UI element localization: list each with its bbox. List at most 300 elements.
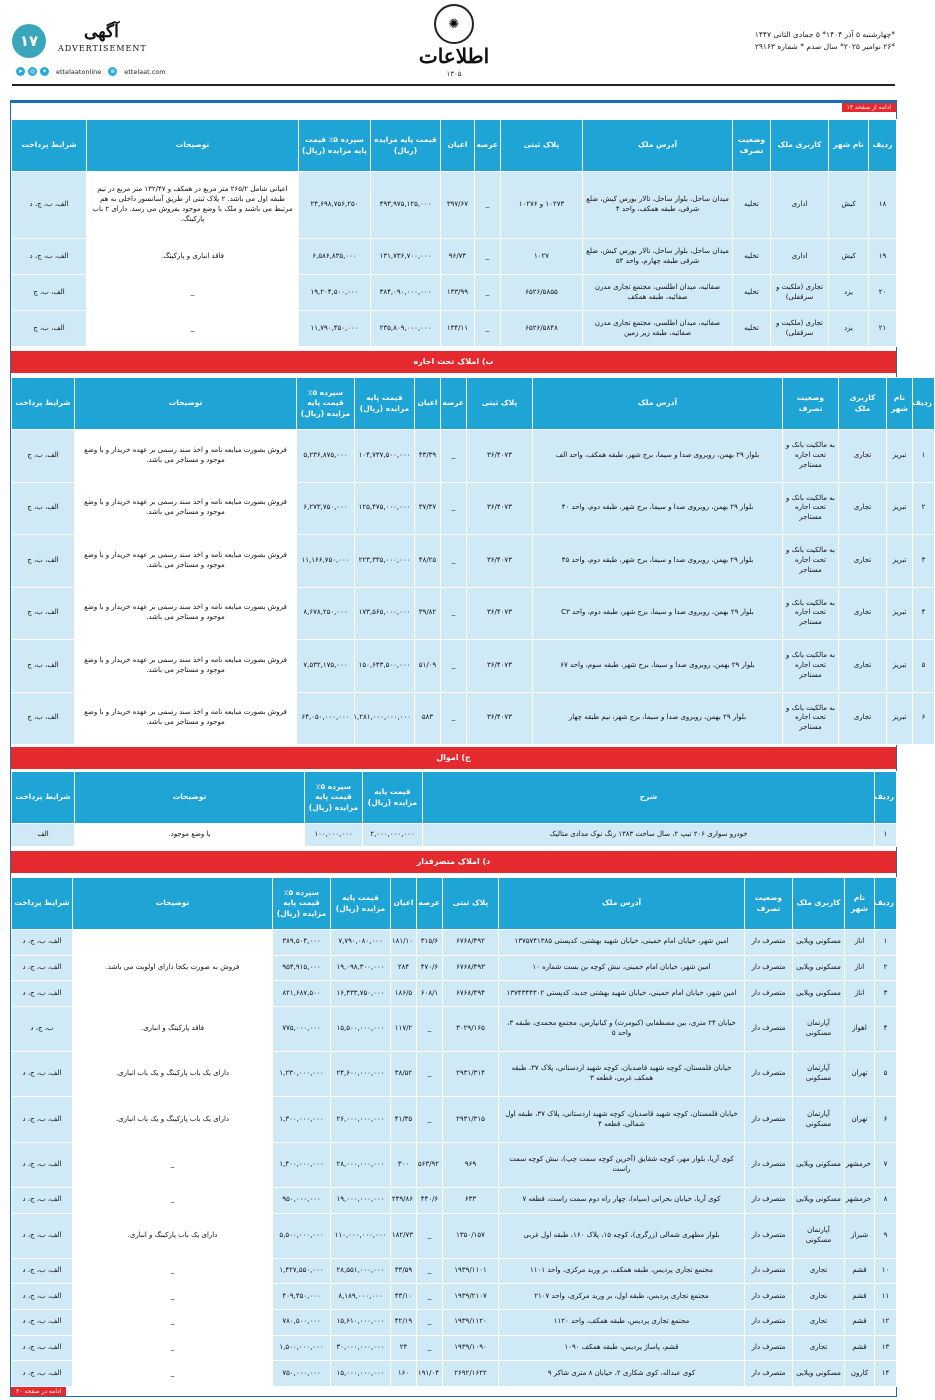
column-header: عرصه bbox=[441, 378, 467, 430]
table-cell: ۷,۵۳۲,۱۷۵,۰۰۰ bbox=[297, 640, 355, 693]
table-cell: ۲ bbox=[913, 482, 935, 535]
table-cell: ۱۹۱/۰۴ bbox=[417, 1361, 443, 1387]
table-cell: صفائیه، میدان اطلسی، مجتمع تجاری مدرن صفائیه، طبقه همکف bbox=[583, 275, 733, 311]
table-cell: ۱ bbox=[875, 930, 897, 956]
table-cell: ۲۲۳,۳۳۵,۰۰۰,۰۰۰ bbox=[355, 535, 415, 588]
newspaper-name: اطلاعات bbox=[418, 44, 490, 68]
table-cell: تخلیه bbox=[733, 172, 771, 239]
table-cell: ۴۳/۱۰ bbox=[391, 1284, 417, 1310]
column-header: کاربری ملک bbox=[839, 378, 887, 430]
column-header: شرایط پرداخت bbox=[12, 772, 75, 824]
table-row bbox=[12, 824, 897, 847]
table-cell: ۳۹/۸۲ bbox=[415, 587, 441, 640]
column-header: پلاک ثبتی bbox=[443, 878, 499, 930]
table-cell: ۹۶۹ bbox=[443, 1142, 499, 1187]
table-cell: _ bbox=[417, 1006, 443, 1051]
table-cell: الف، ب، ج، د bbox=[12, 1187, 73, 1213]
table-cell: _ bbox=[417, 1213, 443, 1258]
table-cell: آپارتمان مسکونی bbox=[793, 1097, 845, 1142]
table-cell: تجاری bbox=[839, 482, 887, 535]
column-header: کاربری ملک bbox=[771, 120, 829, 172]
table-cell: اداری bbox=[771, 239, 829, 275]
table-cell: ۱۰۰,۰۰۰,۰۰۰ bbox=[305, 824, 363, 847]
table-cell: تجاری bbox=[793, 1335, 845, 1361]
table-cell: _ bbox=[417, 1335, 443, 1361]
table-cell: امین شهر، خیابان امام خمینی، نبش کوچه بن بست شماره ۱۰ bbox=[499, 955, 745, 981]
social-links bbox=[16, 67, 170, 76]
table-cell: میدان ساحل، بلوار ساحل، تالار بورس کیش، ضلع شرقی، طبقه همکف، واحد ۴ bbox=[583, 172, 733, 239]
table-cell: کوی آریا، خیابان بحرانی (سپاه)، چهار راه دوم سمت راست، قطعه ۷ bbox=[499, 1187, 745, 1213]
table-cell: تجاری bbox=[839, 640, 887, 693]
column-header: پلاک ثبتی bbox=[501, 120, 583, 172]
table-cell: ۱,۴۰۰,۰۰۰,۰۰۰ bbox=[273, 1142, 331, 1187]
table-cell: ۲۴ bbox=[391, 1335, 417, 1361]
table-cell: ۱۸ bbox=[869, 172, 897, 239]
table-cell: الف، ب، ج، د bbox=[12, 930, 73, 956]
column-header: آدرس ملک bbox=[533, 378, 783, 430]
table-cell: تجاری (ملکیت و سرقفلی) bbox=[771, 311, 829, 347]
table-cell: فروش بصورت مبایعه نامه و اخذ سند رسمی بر عهده خریدار و با وضع موجود و مستاجر می باشد. bbox=[75, 482, 297, 535]
column-header: ردیف bbox=[869, 120, 897, 172]
table-cell: ۱۰۲۷ bbox=[501, 239, 583, 275]
table-cell: خیابان قلمستان، کوچه شهید قاصدیان، کوچه شهید اردستانی، پلاک ۳۷، طبقه همکف غربی، قطعه ۳ bbox=[499, 1052, 745, 1097]
table-cell: مسکونی ویلایی bbox=[793, 955, 845, 981]
table-cell: ۶۷۶۸/۴۹۲ bbox=[443, 930, 499, 956]
column-header: سپرده ۵٪ قیمت پایه مزایده (ریال) bbox=[305, 772, 363, 824]
table-cell: ۲۶۹۲/۱۶۲۲ bbox=[443, 1361, 499, 1387]
table-row bbox=[12, 1213, 897, 1258]
table-cell: ۳۳/۵۹ bbox=[391, 1258, 417, 1284]
table-cell: ۲۱ bbox=[869, 311, 897, 347]
table-cell: الف، ب، ج bbox=[12, 535, 75, 588]
table-cell: فروش بصورت مبایعه نامه و اخذ سند رسمی بر عهده خریدار و با وضع موجود و مستاجر می باشد. bbox=[75, 587, 297, 640]
table-cell: ۲۸۴ bbox=[391, 955, 417, 981]
table-cell: ۸ bbox=[875, 1187, 897, 1213]
table-cell: ۲۹۳۱/۳۱۴ bbox=[443, 1052, 499, 1097]
table-cell: فروش بصورت مبایعه نامه و اخذ سند رسمی بر عهده خریدار و با وضع موجود و مستاجر می باشد. bbox=[75, 640, 297, 693]
table-cell: ۱۱ bbox=[875, 1284, 897, 1310]
table-cell: تبریز bbox=[887, 587, 913, 640]
table-cell: ۴۸/۲۵ bbox=[415, 535, 441, 588]
table-cell: مجتمع تجاری پردیس، طبقه اول، بر ورید مرکزی، واحد ۲۱۰۷ bbox=[499, 1284, 745, 1310]
table-cell: الف، ب، ج، د bbox=[12, 981, 73, 1007]
table-cell: ۱,۳۰۰,۰۰۰,۰۰۰ bbox=[273, 1097, 331, 1142]
table-cell: ۳۶/۴۰۷۳ bbox=[467, 535, 533, 588]
table-cell: _ bbox=[73, 1361, 273, 1387]
telegram-icon[interactable]: ➤ bbox=[17, 68, 24, 75]
table-cell: به مالکیت بانک و تحت اجاره مستاجر bbox=[783, 535, 839, 588]
table-cell: امین شهر، خیابان امام خمینی، خیابان شهید بهشتی جدید، کدپستی ۱۳۷۴۳۴۴۳۰۲ bbox=[499, 981, 745, 1007]
table-cell: ۱۹۳۹/۱۱۲۰ bbox=[443, 1310, 499, 1336]
section-c-title: ج) اموال bbox=[11, 747, 896, 769]
table-cell: تجاری bbox=[839, 587, 887, 640]
table-cell: ۶۷۶۸/۴۹۴ bbox=[443, 981, 499, 1007]
column-header: قیمت پایه مزایده (ریال) bbox=[355, 378, 415, 430]
table-cell: خودرو سواری ۲۰۶ تیپ ۲، سال ساخت ۱۳۸۳ رنگ نوک مدادی متالیک bbox=[423, 824, 875, 847]
table-cell: الف، ب، ج، د bbox=[12, 239, 87, 275]
website-link[interactable]: ettelaat.com bbox=[124, 67, 166, 76]
column-header: شرایط پرداخت bbox=[12, 120, 87, 172]
table-cell: متصرف دار bbox=[745, 1284, 793, 1310]
table-cell: با وضع موجود. bbox=[75, 824, 305, 847]
table-cell: قشم bbox=[845, 1335, 875, 1361]
column-header: ردیف bbox=[875, 772, 897, 824]
table-cell: ۱,۲۳۰,۰۰۰,۰۰۰ bbox=[273, 1052, 331, 1097]
column-header: نام شهر bbox=[829, 120, 869, 172]
table-cell: ۱۰ bbox=[875, 1258, 897, 1284]
table-cell: اناز bbox=[845, 930, 875, 956]
instagram-icon[interactable]: ◎ bbox=[29, 68, 36, 75]
founding-year: ۱۳۰۵ bbox=[446, 70, 462, 78]
table-c bbox=[11, 771, 897, 847]
table-cell: ۱۱,۱۶۶,۷۵۰,۰۰۰ bbox=[297, 535, 355, 588]
table-cell: بلوار ۲۹ بهمن، روبروی صدا و سیما، برج شهر، طبقه دوم، واحد ۴۵ bbox=[533, 535, 783, 588]
table-cell: شیراز bbox=[845, 1213, 875, 1258]
table-cell: آپارتمان مسکونی bbox=[793, 1052, 845, 1097]
table-cell: ۱۱۷/۲ bbox=[391, 1006, 417, 1051]
table-cell: الف، ب، ج bbox=[12, 482, 75, 535]
column-header: سپرده ۵٪ قیمت پایه مزایده (ریال) bbox=[273, 878, 331, 930]
table-cell: ۱۲ bbox=[875, 1310, 897, 1336]
table-cell: متصرف دار bbox=[745, 955, 793, 981]
table-cell: فروش بصورت مبایعه نامه و اخذ سند رسمی بر عهده خریدار و با وضع موجود و مستاجر می باشد. bbox=[75, 535, 297, 588]
column-header: سپرده ۵٪ قیمت پایه مزایده (ریال) bbox=[297, 378, 355, 430]
table-cell: ۵ bbox=[875, 1052, 897, 1097]
table-cell: ۹۵۴,۹۱۵,۰۰۰ bbox=[273, 955, 331, 981]
table-cell: ۱۱,۷۹۰,۴۵۰,۰۰۰ bbox=[299, 311, 371, 347]
table-cell: ۳۸۹,۵۰۴,۰۰۰ bbox=[273, 930, 331, 956]
table-cell: تجاری bbox=[839, 535, 887, 588]
table-cell: دارای یک باب پارکینگ و یک باب انباری. bbox=[73, 1097, 273, 1142]
table-cell: تجاری bbox=[839, 692, 887, 745]
table-cell: الف، ب، ج bbox=[12, 430, 75, 483]
table-row bbox=[12, 1187, 897, 1213]
table-cell: ۷۷۵,۰۰۰,۰۰۰ bbox=[273, 1006, 331, 1051]
table-cell: ۳ bbox=[913, 535, 935, 588]
table-cell: _ bbox=[73, 1284, 273, 1310]
column-header: توضیحات bbox=[73, 878, 273, 930]
column-header: توضیحات bbox=[87, 120, 299, 172]
table-cell: ۱۸۱/۱۰ bbox=[391, 930, 417, 956]
table-cell: ۱۸۶/۵ bbox=[391, 981, 417, 1007]
table-cell: متصرف دار bbox=[745, 1213, 793, 1258]
table-row bbox=[12, 535, 935, 588]
newspaper-logo bbox=[404, 4, 504, 80]
table-cell: ۴۲/۱۹ bbox=[391, 1310, 417, 1336]
table-cell: ۹۶/۷۴ bbox=[441, 239, 475, 275]
table-row bbox=[12, 1142, 897, 1187]
table-cell: ۱۹۳۹/۱۱۰۱ bbox=[443, 1258, 499, 1284]
table-cell: یزد bbox=[829, 311, 869, 347]
table-cell: مسکونی ویلایی bbox=[793, 1361, 845, 1387]
table-cell: الف، ب، ج، د bbox=[12, 172, 87, 239]
table-cell: فاقد انباری و پارکینگ. bbox=[87, 239, 299, 275]
table-cell: بلوار ۲۹ بهمن، روبروی صدا و سیما، برج شهر، طبقه دوم، واحد C۳ bbox=[533, 587, 783, 640]
auction-notice bbox=[10, 100, 932, 1397]
table-cell: ۱۳ bbox=[875, 1335, 897, 1361]
table-cell: ۴ bbox=[875, 1006, 897, 1051]
table-cell: ۸,۶۷۸,۲۵۰,۰۰۰ bbox=[297, 587, 355, 640]
table-cell: ۱۹,۰۰۰,۰۰۰,۰۰۰ bbox=[331, 1187, 391, 1213]
table-cell: الف، ب، ج bbox=[12, 587, 75, 640]
table-cell: ۳۷/۳۷ bbox=[415, 482, 441, 535]
table-cell: ۴۴۰/۶ bbox=[417, 1187, 443, 1213]
table-cell: بلوار ۲۹ بهمن، روبروی صدا و سیما، برج شهر، طبقه سوم، واحد ۶۷ bbox=[533, 640, 783, 693]
table-cell: _ bbox=[73, 1142, 273, 1187]
table-cell: ۷,۷۹۰,۰۸۰,۰۰۰ bbox=[331, 930, 391, 956]
table-cell: اناز bbox=[845, 981, 875, 1007]
table-cell: ۱۷۳,۵۶۵,۰۰۰,۰۰۰ bbox=[355, 587, 415, 640]
table-cell: _ bbox=[441, 640, 467, 693]
table-cell: ۲۸,۵۵۱,۰۰۰,۰۰۰ bbox=[331, 1258, 391, 1284]
table-cell: فروش بصورت مبایعه نامه و اخذ سند رسمی بر عهده خریدار و با وضع موجود و مستاجر می باشد. bbox=[75, 692, 297, 745]
table-cell: ۱۳۴/۱۱ bbox=[441, 311, 475, 347]
table-cell: ۲۳۵,۸۰۹,۰۰۰,۰۰۰ bbox=[371, 311, 441, 347]
header-divider bbox=[12, 84, 895, 86]
table-cell: _ bbox=[87, 275, 299, 311]
table-cell: ۴۷۰/۶ bbox=[417, 955, 443, 981]
table-cell: امین شهر، خیابان امام خمینی، خیابان شهید بهشتی، کدپستی ۱۳۷۵۷۴۱۳۸۵ bbox=[499, 930, 745, 956]
table-cell: ۹ bbox=[875, 1213, 897, 1258]
table-cell: ۸,۱۸۹,۰۰۰,۰۰۰ bbox=[331, 1284, 391, 1310]
table-row bbox=[12, 430, 935, 483]
table-cell: اداری bbox=[771, 172, 829, 239]
table-cell: به مالکیت بانک و تحت اجاره مستاجر bbox=[783, 692, 839, 745]
table-cell: کیش bbox=[829, 172, 869, 239]
table-cell: صفائیه، میدان اطلسی، مجتمع تجاری مدرن صفائیه، طبقه زیر زمین bbox=[583, 311, 733, 347]
table-cell: الف، ب، ج، د bbox=[12, 1361, 73, 1387]
table-cell: بلوار ۲۹ بهمن، روبروی صدا و سیما، برج شهر، طبقه دوم، واحد ۴۰ bbox=[533, 482, 783, 535]
table-row bbox=[12, 482, 935, 535]
table-cell: مسکونی ویلایی bbox=[793, 1187, 845, 1213]
table-cell: ۱۰۴,۷۳۷,۵۰۰,۰۰۰ bbox=[355, 430, 415, 483]
table-cell: الف، ب، ج، د bbox=[12, 955, 73, 981]
table-cell: خرمشهر bbox=[845, 1142, 875, 1187]
table-cell: کارون bbox=[845, 1361, 875, 1387]
table-cell: ۸۲۱,۶۸۷,۵۰۰ bbox=[273, 981, 331, 1007]
table-cell: تجاری bbox=[793, 1284, 845, 1310]
table-cell: اناز bbox=[845, 955, 875, 981]
table-cell: کوی آریا، بلوار مهر، کوچه شقایق (آخرین کوچه سمت چپ)، نبش کوچه سمت راست bbox=[499, 1142, 745, 1187]
table-cell: تجاری bbox=[839, 430, 887, 483]
table-cell: آپارتمان مسکونی bbox=[793, 1213, 845, 1258]
table-cell: ۶۵۲۶/۵۸۴۸ bbox=[501, 311, 583, 347]
column-header: نام شهر bbox=[845, 878, 875, 930]
table-cell: ۳۸/۵۲ bbox=[391, 1052, 417, 1097]
table-cell: الف، ب، ج، د bbox=[12, 1213, 73, 1258]
emblem-icon: ✺ bbox=[434, 4, 474, 44]
table-cell: ۴۳/۳۹ bbox=[415, 430, 441, 483]
table-cell: ۷ bbox=[875, 1142, 897, 1187]
table-cell: ۶ bbox=[913, 692, 935, 745]
table-cell: _ bbox=[87, 311, 299, 347]
table-cell: متصرف دار bbox=[745, 1052, 793, 1097]
table-cell: ۴۱/۳۵ bbox=[391, 1097, 417, 1142]
table-cell: ۳۶/۴۰۷۳ bbox=[467, 692, 533, 745]
table-cell: ۶۴,۰۵۰,۰۰۰,۰۰۰ bbox=[297, 692, 355, 745]
table-row bbox=[12, 311, 897, 347]
column-header: نام شهر bbox=[887, 378, 913, 430]
table-cell: متصرف دار bbox=[745, 1097, 793, 1142]
table-cell: ۵,۲۳۶,۸۷۵,۰۰۰ bbox=[297, 430, 355, 483]
table-cell: قشم bbox=[845, 1310, 875, 1336]
table-cell: تخلیه bbox=[733, 239, 771, 275]
table-cell: متصرف دار bbox=[745, 1006, 793, 1051]
table-cell: قشم bbox=[845, 1284, 875, 1310]
table-row bbox=[12, 1097, 897, 1142]
table-cell: _ bbox=[441, 692, 467, 745]
table-cell: مجتمع تجاری پردیس، طبقه همکف، واحد ۱۱۲۰ bbox=[499, 1310, 745, 1336]
table-cell: به مالکیت بانک و تحت اجاره مستاجر bbox=[783, 430, 839, 483]
table-cell: الف، ب، ج bbox=[12, 311, 87, 347]
table-cell: ۳۱۵/۶ bbox=[417, 930, 443, 956]
table-cell: _ bbox=[417, 1258, 443, 1284]
table-cell: ۲,۰۰۰,۰۰۰,۰۰۰ bbox=[363, 824, 423, 847]
advertisement-label-en: ADVERTISEMENT bbox=[58, 44, 147, 53]
table-cell: میدان ساحل، بلوار ساحل، تالار بورس کیش، ضلع شرقی طبقه چهارم، واحد ۵۴ bbox=[583, 239, 733, 275]
table-cell: _ bbox=[417, 1097, 443, 1142]
column-header: توضیحات bbox=[75, 378, 297, 430]
table-cell: یزد bbox=[829, 275, 869, 311]
table-cell: ۵۱/۰۹ bbox=[415, 640, 441, 693]
table-cell: تخلیه bbox=[733, 311, 771, 347]
column-header: اعیان bbox=[391, 878, 417, 930]
table-cell: ۳۰۲۹/۱۶۵ bbox=[443, 1006, 499, 1051]
table-cell: متصرف دار bbox=[745, 1310, 793, 1336]
table-cell: ۶۵۲۶/۵۸۵۵ bbox=[501, 275, 583, 311]
table-cell: مجتمع تجاری پردیس، طبقه همکف، بر ورید مرکزی، واحد ۱۱۰۱ bbox=[499, 1258, 745, 1284]
table-cell: قشم bbox=[845, 1258, 875, 1284]
table-cell: ۳۶/۴۰۷۳ bbox=[467, 587, 533, 640]
table-cell: ۳۶/۴۰۷۳ bbox=[467, 640, 533, 693]
table-row bbox=[12, 692, 935, 745]
table-cell: خرمشهر bbox=[845, 1187, 875, 1213]
table-cell: آپارتمان مسکونی bbox=[793, 1006, 845, 1051]
table-cell: تهران bbox=[845, 1052, 875, 1097]
table-cell: ۱,۲۸۱,۰۰۰,۰۰۰,۰۰۰ bbox=[355, 692, 415, 745]
table-cell: تجاری bbox=[793, 1258, 845, 1284]
table-cell: کیش bbox=[829, 239, 869, 275]
table-cell: ۱۰۲۷۳ و ۱۰۲۷۶ bbox=[501, 172, 583, 239]
table-cell: _ bbox=[417, 1052, 443, 1097]
table-cell: الف، ب، ج، د bbox=[12, 1097, 73, 1142]
table-cell: ۱۳۱,۷۳۶,۷۰۰,۰۰۰ bbox=[371, 239, 441, 275]
table-cell: تجاری bbox=[793, 1310, 845, 1336]
table-cell: ۱۶,۴۳۳,۷۵۰,۰۰۰ bbox=[331, 981, 391, 1007]
table-cell: _ bbox=[73, 1258, 273, 1284]
table-cell: ۴ bbox=[913, 587, 935, 640]
column-header: کاربری ملک bbox=[793, 878, 845, 930]
table-cell: الف، ب، ج، د bbox=[12, 1142, 73, 1187]
table-row bbox=[12, 1335, 897, 1361]
table-cell: ۲ bbox=[875, 955, 897, 981]
table-cell: متصرف دار bbox=[745, 1142, 793, 1187]
table-cell: تهران bbox=[845, 1097, 875, 1142]
table-row bbox=[12, 1052, 897, 1097]
column-header: اعیان bbox=[415, 378, 441, 430]
table-cell: الف، ب، ج bbox=[12, 275, 87, 311]
newspaper-header bbox=[0, 0, 907, 100]
table-row bbox=[12, 1006, 897, 1051]
continued-from-tag: ادامه از صفحه ۱۴ bbox=[842, 103, 896, 112]
table-cell: ۱۵,۵۰۰,۰۰۰,۰۰۰ bbox=[331, 1006, 391, 1051]
column-header: توضیحات bbox=[75, 772, 305, 824]
table-cell: _ bbox=[441, 535, 467, 588]
date-line-2: *۲۶ نوامبر ۲۰۲۵* سال صدم * شماره ۲۹۱۶۳ bbox=[754, 42, 895, 51]
table-cell: الف، ب، ج، د bbox=[12, 1310, 73, 1336]
table-cell: الف، ب، ج bbox=[12, 640, 75, 693]
table-cell: ۴۹۳,۹۷۵,۱۲۵,۰۰۰ bbox=[371, 172, 441, 239]
table-cell: متصرف دار bbox=[745, 1335, 793, 1361]
table-cell: خیابان قلمستان، کوچه شهید قاصدیان، کوچه شهید اردستانی، پلاک ۳۷، طبقه اول شمالی، قطعه ۴ bbox=[499, 1097, 745, 1142]
table-cell: _ bbox=[73, 1187, 273, 1213]
table-cell: متصرف دار bbox=[745, 1258, 793, 1284]
table-cell: ۱,۴۲۷,۵۵۰,۰۰۰ bbox=[273, 1258, 331, 1284]
table-cell: _ bbox=[73, 1310, 273, 1336]
table-cell: _ bbox=[475, 172, 501, 239]
table-cell: ۹۵۰,۰۰۰,۰۰۰ bbox=[273, 1187, 331, 1213]
table-cell: ۲۸,۰۰۰,۰۰۰,۰۰۰ bbox=[331, 1142, 391, 1187]
table-cell: _ bbox=[475, 311, 501, 347]
table-cell: ۱۱۰,۰۰۰,۰۰۰,۰۰۰ bbox=[331, 1213, 391, 1258]
table-cell: متصرف دار bbox=[745, 1187, 793, 1213]
table-cell: قشم، پاساژ پردیس، طبقه همکف ۱۰۹۰ bbox=[499, 1335, 745, 1361]
table-cell: ۳۶/۴۰۷۳ bbox=[467, 430, 533, 483]
table-cell: ۳۶/۴۰۷۳ bbox=[467, 482, 533, 535]
table-cell: خیابان ۲۴ متری، بین مصطفایی (کیومرث) و کیانپارس، مجتمع محمدی، طبقه ۳، واحد ۵ bbox=[499, 1006, 745, 1051]
table-cell: ۱۵,۰۰۰,۰۰۰,۰۰۰ bbox=[331, 1361, 391, 1387]
table-cell: ۴۰۹,۴۵۰,۰۰۰ bbox=[273, 1284, 331, 1310]
column-header: ردیف bbox=[913, 378, 935, 430]
table-cell: ۷۵۰,۰۰۰,۰۰۰ bbox=[273, 1361, 331, 1387]
table-cell: ۱۸۲/۷۳ bbox=[391, 1213, 417, 1258]
twitter-icon[interactable]: ✦ bbox=[41, 68, 48, 75]
social-handle[interactable]: ettelaatonline bbox=[56, 67, 102, 76]
column-header: عرصه bbox=[475, 120, 501, 172]
table-cell: ۱۹۳۹/۲۱۰۷ bbox=[443, 1284, 499, 1310]
table-cell: _ bbox=[441, 430, 467, 483]
table-cell: مسکونی ویلایی bbox=[793, 1142, 845, 1187]
table-cell: ۲۰ bbox=[869, 275, 897, 311]
table-cell: ۶۳۳ bbox=[443, 1187, 499, 1213]
column-header: اعیان bbox=[441, 120, 475, 172]
column-header: ردیف bbox=[875, 878, 897, 930]
table-cell: متصرف دار bbox=[745, 1361, 793, 1387]
table-cell: _ bbox=[475, 239, 501, 275]
table-cell: مسکونی ویلایی bbox=[793, 930, 845, 956]
table-cell: ۱۴ bbox=[875, 1361, 897, 1387]
table-cell: ۳۸۴,۰۹۰,۰۰۰,۰۰۰ bbox=[371, 275, 441, 311]
table-cell: ۲۹۳۱/۳۱۵ bbox=[443, 1097, 499, 1142]
table-cell: اعیانی شامل ۲۶۵/۲ متر مربع در همکف و ۱۳۲/۴۷ متر مربع در نیم طبقه اول می باشد. ۲ پلاک ثبتی از طریق آسانسور داخلی به هم مرتبط می باشند و ملک با وضع موجود بفروش می رسد. دارای ۲ باب پارکینگ. bbox=[87, 172, 299, 239]
table-cell: فروش بصورت مبایعه نامه و اخذ سند رسمی بر عهده خریدار و با وضع موجود و مستاجر می باشد. bbox=[75, 430, 297, 483]
table-cell: الف bbox=[12, 824, 75, 847]
table-cell: ۵۸۳ bbox=[415, 692, 441, 745]
table-cell: ۳۹۷/۶۷ bbox=[441, 172, 475, 239]
column-header: قیمت پایه مزایده (ریال) bbox=[331, 878, 391, 930]
table-cell: ۵۶۳/۹۲ bbox=[417, 1142, 443, 1187]
table-cell: ۳۰۰ bbox=[391, 1142, 417, 1187]
column-header: عرصه bbox=[417, 878, 443, 930]
table-row bbox=[12, 640, 935, 693]
table-cell: ۱ bbox=[913, 430, 935, 483]
table-cell: متصرف دار bbox=[745, 981, 793, 1007]
table-cell: الف، ب، ج bbox=[12, 692, 75, 745]
table-cell: _ bbox=[441, 587, 467, 640]
column-header: پلاک ثبتی bbox=[467, 378, 533, 430]
table-cell: ب، ج، د bbox=[12, 1006, 73, 1051]
table-cell: بلوار ۲۹ بهمن، روبروی صدا و سیما، برج شهر، طبقه همکف، واحد الف bbox=[533, 430, 783, 483]
